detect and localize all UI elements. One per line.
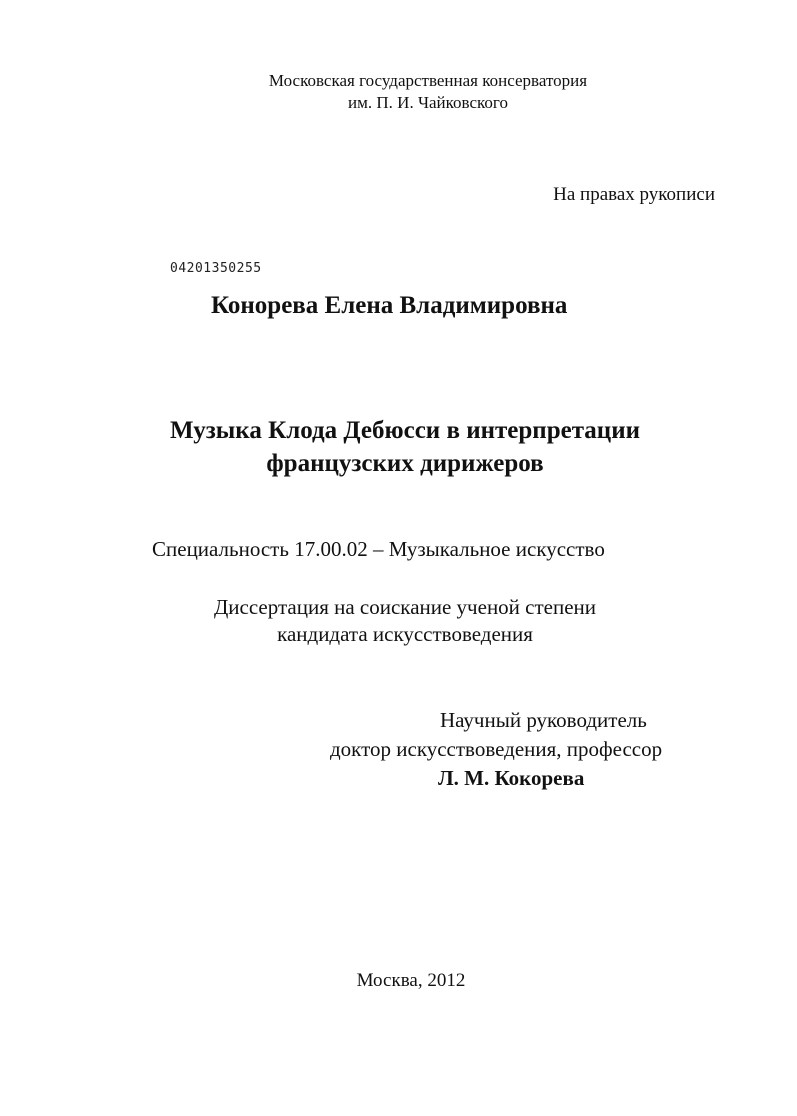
institution-line-1: Московская государственная консерватория xyxy=(268,71,588,90)
author-name: Конорева Елена Владимировна xyxy=(211,292,568,319)
supervisor-block xyxy=(330,706,715,793)
title-line-2: французских дирижеров xyxy=(266,450,544,477)
degree-statement xyxy=(165,594,645,648)
supervisor-name: Л. М. Кокорева xyxy=(438,766,585,790)
place-year: Москва, 2012 xyxy=(356,970,466,991)
supervisor-degree: доктор искусствоведения, профессор xyxy=(330,737,663,761)
rights-note: На правах рукописи xyxy=(553,184,715,205)
supervisor-label: Научный руководитель xyxy=(440,708,647,732)
specialty: Специальность 17.00.02 – Музыкальное искусство xyxy=(152,537,605,561)
dissertation-title xyxy=(145,414,665,480)
degree-line-2: кандидата искусствоведения xyxy=(277,622,533,646)
institution-name xyxy=(208,70,648,114)
title-line-1: Музыка Клода Дебюсси в интерпретации xyxy=(169,417,641,444)
catalog-number: 04201350255 xyxy=(170,261,262,276)
institution-line-2: им. П. И. Чайковского xyxy=(348,93,508,112)
degree-line-1: Диссертация на соискание ученой степени xyxy=(213,595,597,619)
